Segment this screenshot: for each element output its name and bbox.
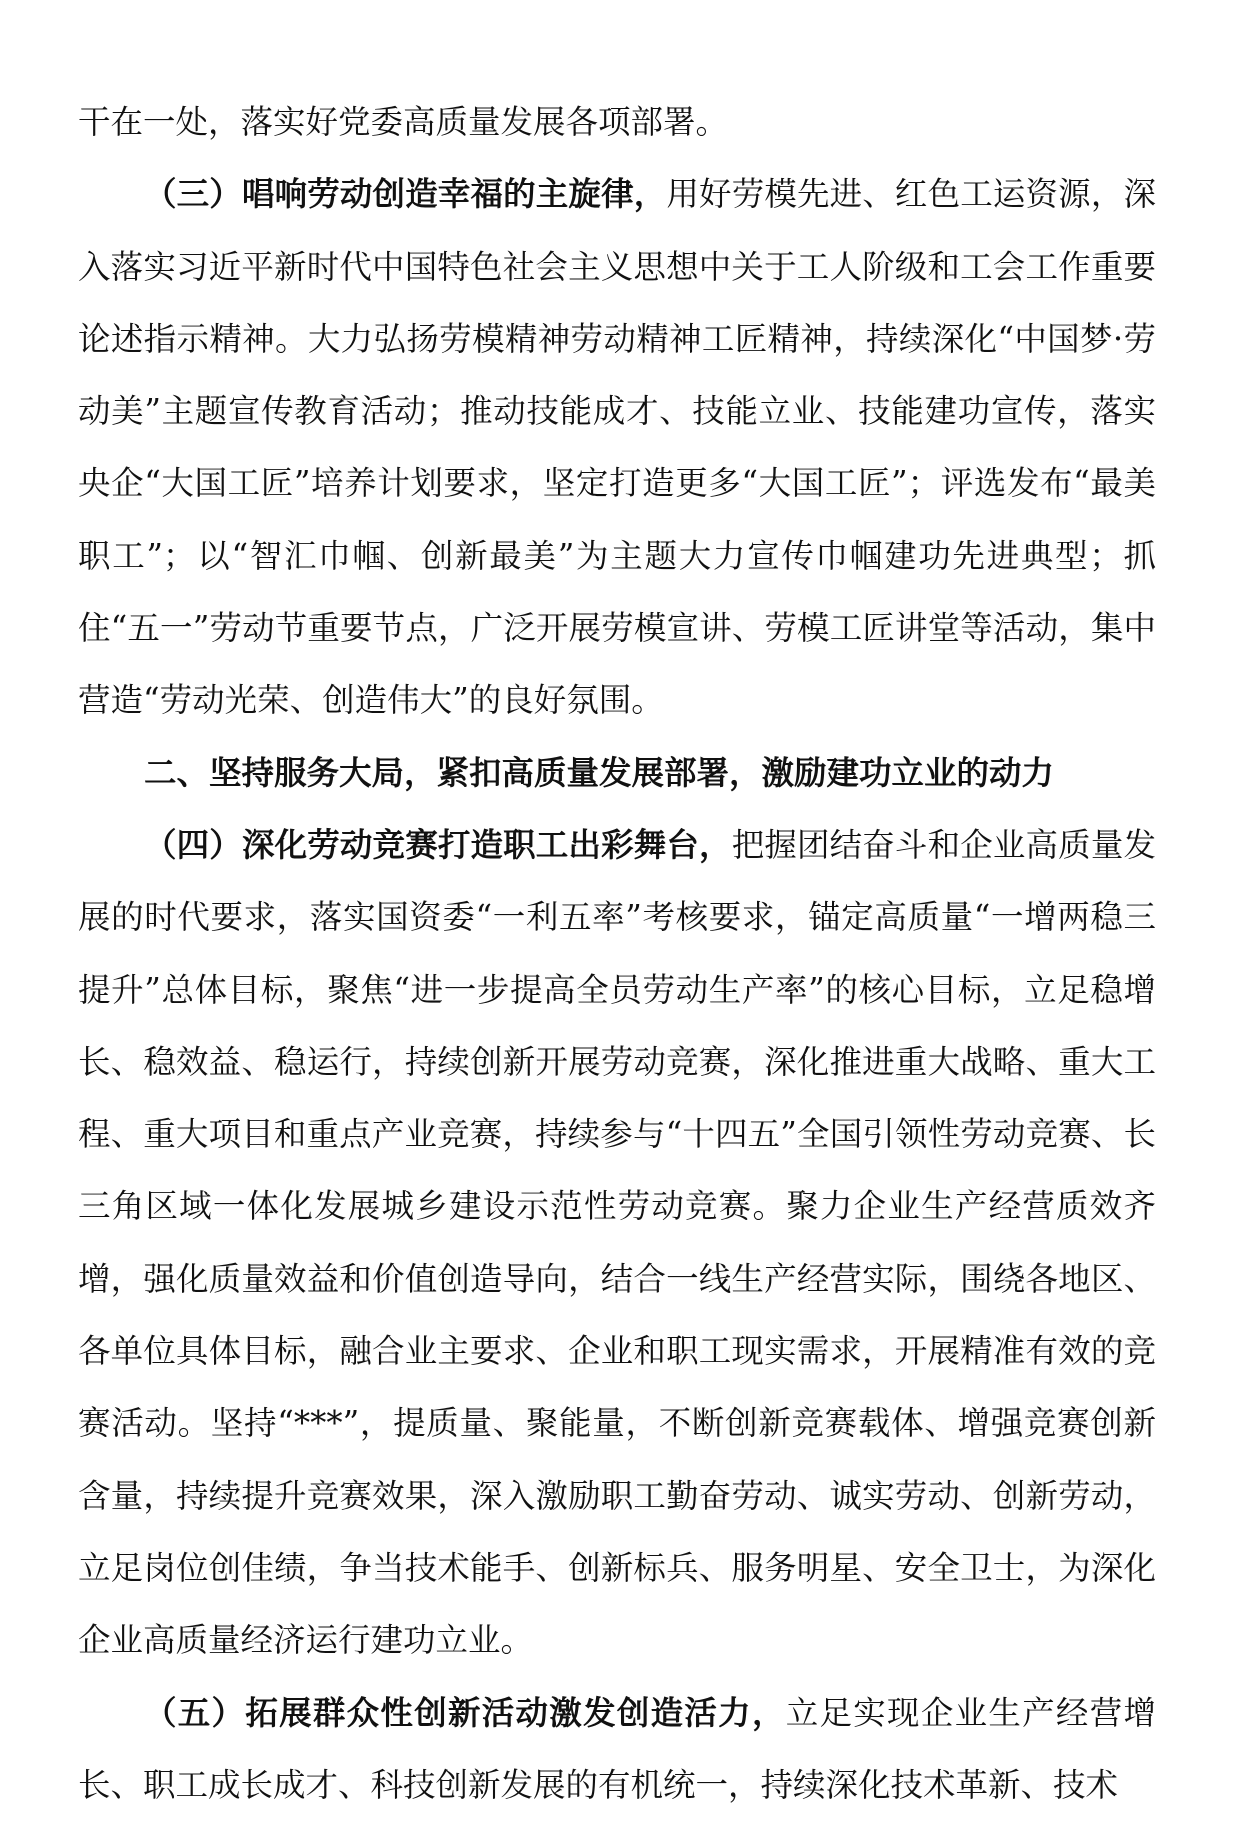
paragraph-section-5 [78, 1677, 1156, 1821]
paragraph-continuation [78, 86, 1156, 158]
paragraph-lead: （五）拓展群众性创新活动激发创造活力， [144, 1693, 786, 1732]
document-page [78, 86, 1156, 1821]
paragraph-lead: （三）唱响劳动创造幸福的主旋律， [144, 175, 667, 214]
paragraph-lead: （四）深化劳动竞赛打造职工出彩舞台， [144, 825, 732, 864]
paragraph-text: 用好劳模先进、红色工运资源，深入落实习近平新时代中国特色社会主义思想中关于工人阶级和工会工作重要论述指示精神。大力弘扬劳模精神劳动精神工匠精神，持续深化“中国梦·劳动美”主题宣传教育活动；推动技能成才、技能立业、技能建功宣传，落实央企“大国工匠”培养计划要求，坚定打造更多“大国工匠”；评选发布“最美职工”；以“智汇巾帼、创新最美”为主题大力宣传巾帼建功先进典型；抓住“五一”劳动节重要节点，广泛开展劳模宣讲、劳模工匠讲堂等活动，集中营造“劳动光荣、创造伟大”的良好氛围。 [78, 175, 1156, 720]
paragraph-text: 立足实现企业生产经营增长、职工成长成才、科技创新发展的有机统一，持续深化技术革新、技术 [78, 1693, 1156, 1804]
section-heading: 二、坚持服务大局，紧扣高质量发展部署，激励建功立业的动力 [144, 753, 1055, 792]
paragraph-section-4 [78, 809, 1156, 1677]
paragraph-section-3 [78, 158, 1156, 736]
paragraph-text: 干在一处，落实好党委高质量发展各项部署。 [78, 103, 729, 141]
paragraph-text: 把握团结奋斗和企业高质量发展的时代要求，落实国资委“一利五率”考核要求，锚定高质量“一增两稳三提升”总体目标，聚焦“进一步提高全员劳动生产率”的核心目标，立足稳增长、稳效益、稳运行，持续创新开展劳动竞赛，深化推进重大战略、重大工程、重大项目和重点产业竞赛，持续参与“十四五”全国引领性劳动竞赛、长三角区域一体化发展城乡建设示范性劳动竞赛。聚力企业生产经营质效齐增，强化质量效益和价值创造导向，结合一线生产经营实际，围绕各地区、各单位具体目标，融合业主要求、企业和职工现实需求，开展精准有效的竞赛活动。坚持“***”，提质量、聚能量，不断创新竞赛载体、增强竞赛创新含量，持续提升竞赛效果，深入激励职工勤奋劳动、诚实劳动、创新劳动，立足岗位创佳绩，争当技术能手、创新标兵、服务明星、安全卫士，为深化企业高质量经济运行建功立业。 [78, 825, 1156, 1660]
